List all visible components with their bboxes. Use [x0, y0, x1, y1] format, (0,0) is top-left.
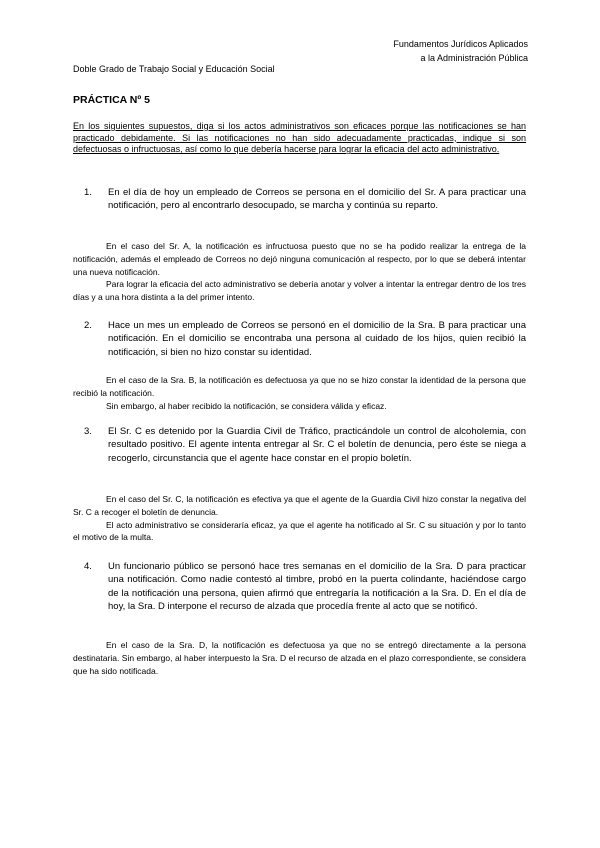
case-1-number: 1. [84, 187, 92, 198]
case-3-answer [73, 493, 526, 544]
course-title-line2: a la Administración Pública [420, 53, 528, 63]
degree-name: Doble Grado de Trabajo Social y Educación Social [73, 64, 275, 74]
case-3-question [84, 425, 526, 465]
case-3-number: 3. [84, 426, 92, 437]
case-2-answer [73, 374, 526, 412]
case-4-question [84, 560, 526, 614]
case-1-question-text: En el día de hoy un empleado de Correos se persona en el domicilio del Sr. A para practicar una notificación, pero al encontrarlo desocupado, se marcha y continúa su reparto. [108, 187, 526, 212]
instructions: En los siguientes supuestos, diga si los actos administrativos son eficaces porque las notificaciones se han practicado debidamente. Si las notificaciones no han sido adecuadamente practicadas, indique si son defectuosas o infructuosas, así como lo que debería hacerse para lograr la eficacia del acto administrativo. [73, 121, 526, 155]
course-header [393, 37, 528, 65]
case-4-number: 4. [84, 561, 92, 572]
case-1-answer-p1: En el caso del Sr. A, la notificación es infructuosa puesto que no se ha podido realizar la entrega de la notificación, además el empleado de Correos no dejó ninguna comunicación al respecto, por lo que se deberá intentar una nueva notificación. [73, 241, 526, 277]
case-2-answer-p2: Sin embargo, al haber recibido la notificación, se considera válida y eficaz. [106, 400, 387, 411]
case-2-question-text: Hace un mes un empleado de Correos se personó en el domicilio de la Sra. B para practicar una notificación. En el domicilio se encontraba una persona al cuidado de los hijos, quien recibió la notificación, si bien no hizo constar su identidad. [108, 320, 526, 358]
practice-title: PRÁCTICA Nº 5 [73, 94, 150, 106]
case-3-answer-p2: El acto administrativo se consideraría eficaz, ya que el agente ha notificado al Sr. C su situación y por lo tanto el motivo de la multa. [73, 519, 526, 543]
case-3-answer-p1: En el caso del Sr. C, la notificación es efectiva ya que el agente de la Guardia Civil hizo constar la negativa del Sr. C a recoger el boletín de denuncia. [73, 494, 526, 517]
case-3-question-text: El Sr. C es detenido por la Guardia Civil de Tráfico, practicándole un control de alcoholemia, con resultado positivo. El agente intenta entregar al Sr. C el boletín de denuncia, pero éste se niega a recogerlo, circunstancia que el agente hace constar en el propio boletín. [108, 426, 526, 464]
case-1-answer-p2: Para lograr la eficacia del acto administrativo se debería anotar y volver a intentar la entregar dentro de los tres días y a una hora distinta a la del primer intento. [73, 279, 526, 303]
case-1-question [84, 186, 526, 213]
case-4-question-text: Un funcionario público se personó hace tres semanas en el domicilio de la Sra. D para practicar una notificación. Como nadie contestó al timbre, probó en la puerta colindante, haciéndose cargo de la notificación una persona, quien afirmó que entregaría la notificación a la Sra. D. En el día de hoy, la Sra. D interpone el recurso de alzada que procedía frente al acto que se notificó. [108, 561, 526, 613]
case-1-answer [73, 240, 526, 304]
case-4-answer-p1: En el caso de la Sra. D, la notificación es defectuosa ya que no se entregó directamente a la persona destinataria. Sin embargo, al haber interpuesto la Sra. D el recurso de alzada en el plazo correspondiente, se considera que ha sido notificada. [73, 640, 526, 676]
case-2-answer-p1: En el caso de la Sra. B, la notificación es defectuosa ya que no se hizo constar la identidad de la persona que recibió la notificación. [73, 375, 526, 398]
course-title-line1: Fundamentos Jurídicos Aplicados [393, 39, 528, 49]
case-2-number: 2. [84, 320, 92, 331]
case-2-question [84, 319, 526, 359]
case-4-answer [73, 639, 526, 677]
